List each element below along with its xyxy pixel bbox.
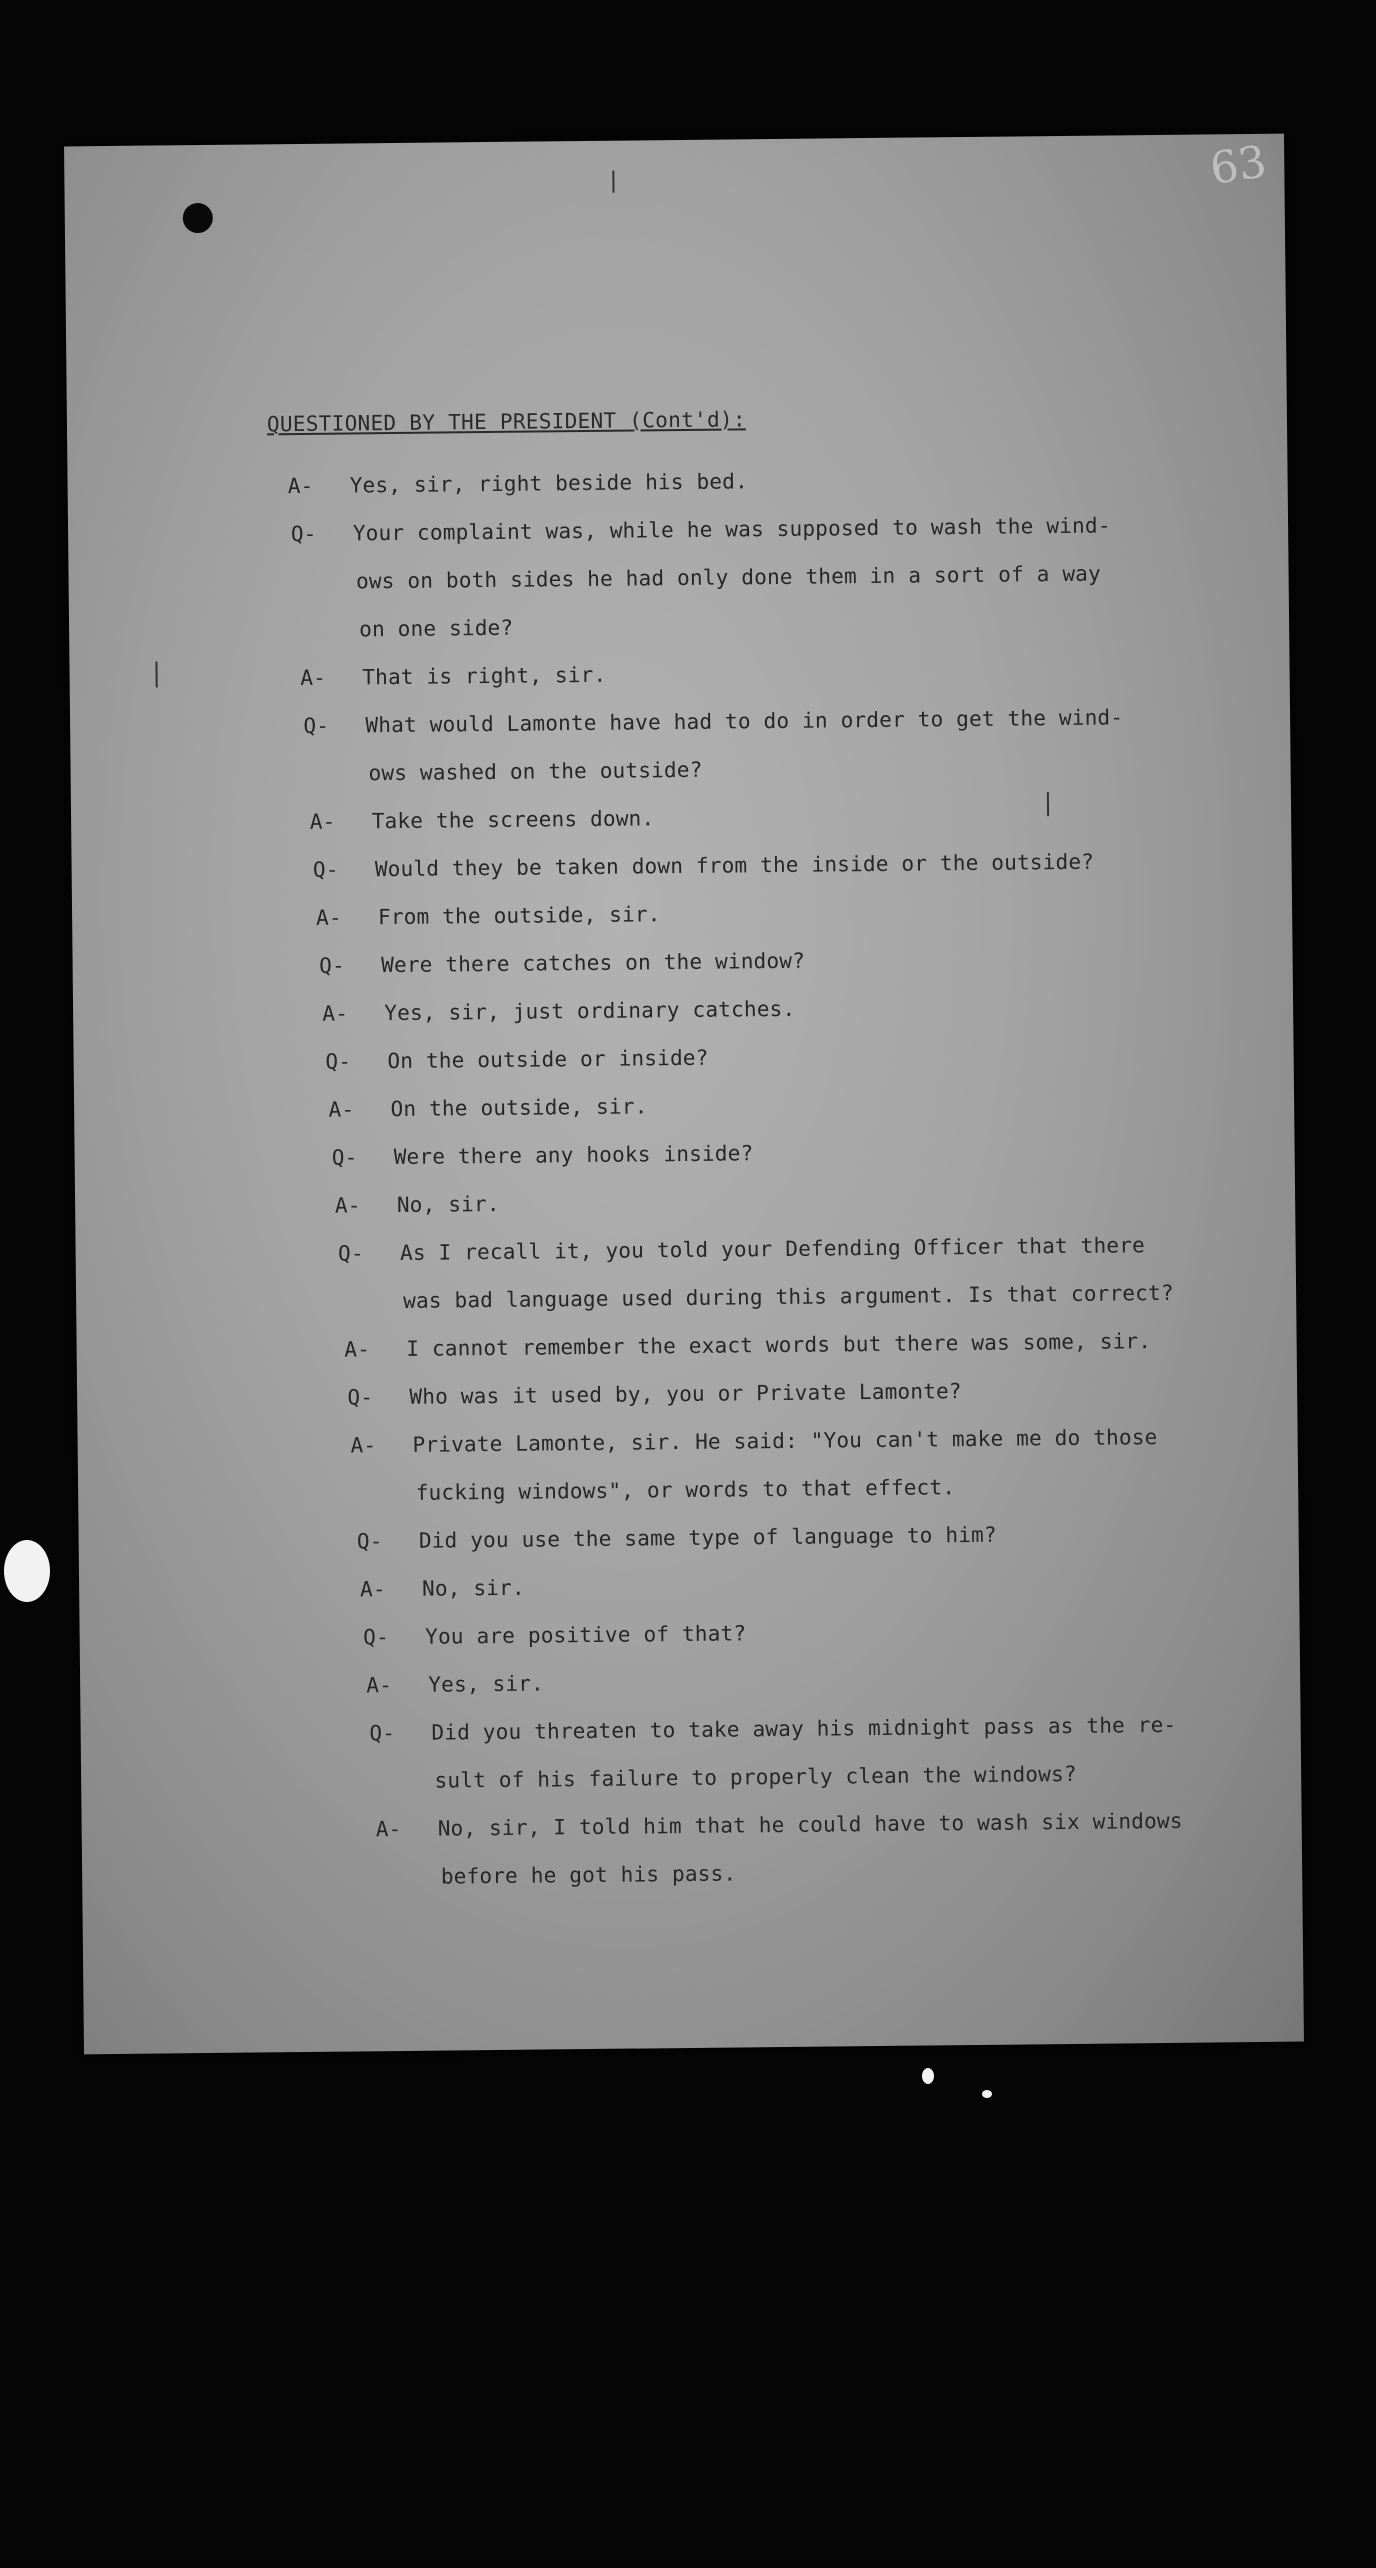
question-text: You are positive of that? (425, 1621, 747, 1649)
answer-marker: A- (375, 1817, 402, 1842)
answer-text: That is right, sir. (362, 662, 607, 690)
page-number: 63 (1206, 136, 1270, 196)
answer-text: Yes, sir, right beside his bed. (349, 469, 748, 498)
answer-marker: A- (334, 1193, 361, 1218)
question-text: On the outside or inside? (387, 1045, 709, 1074)
answer-text: I cannot remember the exact words but there was some, sir. (406, 1329, 1152, 1361)
punch-hole (183, 203, 213, 233)
answer-marker: A- (366, 1673, 393, 1698)
question-text: ows on both sides he had only done them in a sort of a way (355, 561, 1102, 594)
dust-speck (4, 1540, 50, 1602)
question-text: Your complaint was, while he was supposed to wash the wind- (352, 513, 1111, 546)
question-marker: Q- (325, 1049, 352, 1074)
answer-marker: A- (344, 1337, 371, 1362)
question-text: Who was it used by, you or Private Lamonte? (409, 1379, 962, 1409)
answer-marker: A- (359, 1577, 386, 1602)
question-text: Were there any hooks inside? (393, 1141, 754, 1170)
question-text: was bad language used during this argument. Is that correct? (403, 1280, 1174, 1313)
question-text: on one side? (359, 615, 514, 642)
question-marker: Q- (319, 953, 345, 978)
question-text: Did you threaten to take away his midnight pass as the re- (431, 1712, 1177, 1745)
question-text: What would Lamonte have had to do in order to get the wind- (365, 705, 1124, 738)
dust-speck (922, 2068, 934, 2084)
answer-text: fucking windows", or words to that effect. (415, 1475, 956, 1505)
answer-text: before he got his pass. (440, 1861, 737, 1889)
question-marker: Q- (337, 1241, 364, 1266)
answer-marker: A- (300, 665, 327, 690)
paper-sheet (64, 134, 1304, 2055)
scratch-mark (1047, 792, 1049, 816)
answer-marker: A- (287, 473, 314, 499)
question-marker: Q- (369, 1721, 396, 1746)
question-text: Were there catches on the window? (381, 948, 806, 978)
answer-text: From the outside, sir. (377, 902, 661, 930)
answer-text: Take the screens down. (371, 806, 655, 834)
answer-text: No, sir, I told him that he could have to wash six windows (437, 1808, 1183, 1841)
answer-marker: A- (309, 809, 336, 834)
question-text: Did you use the same type of language to him? (418, 1522, 997, 1553)
question-marker: Q- (331, 1145, 358, 1170)
answer-text: Yes, sir, just ordinary catches. (384, 996, 796, 1026)
answer-text: No, sir. (421, 1575, 525, 1601)
answer-marker: A- (350, 1433, 377, 1458)
answer-text: Yes, sir. (428, 1671, 545, 1697)
question-marker: Q- (363, 1625, 389, 1650)
question-text: ows washed on the outside? (368, 757, 703, 786)
question-text: Would they be taken down from the inside or the outside? (374, 849, 1095, 882)
question-text: sult of his failure to properly clean the windows? (434, 1761, 1077, 1793)
question-marker: Q- (290, 521, 317, 547)
answer-marker: A- (322, 1001, 349, 1026)
scratch-mark (155, 661, 157, 687)
question-marker: Q- (312, 857, 339, 882)
answer-text: No, sir. (396, 1191, 500, 1218)
answer-text: On the outside, sir. (390, 1094, 648, 1122)
answer-marker: A- (315, 905, 342, 930)
question-marker: Q- (347, 1385, 374, 1410)
question-marker: Q- (303, 713, 330, 738)
question-text: As I recall it, you told your Defending Officer that there (399, 1233, 1146, 1265)
dust-speck (982, 2090, 992, 2098)
answer-marker: A- (328, 1097, 355, 1122)
section-heading: QUESTIONED BY THE PRESIDENT (Cont'd): (266, 407, 746, 437)
answer-text: Private Lamonte, sir. He said: "You can't make me do those (412, 1425, 1158, 1457)
question-marker: Q- (356, 1529, 383, 1554)
scratch-mark (612, 171, 614, 193)
